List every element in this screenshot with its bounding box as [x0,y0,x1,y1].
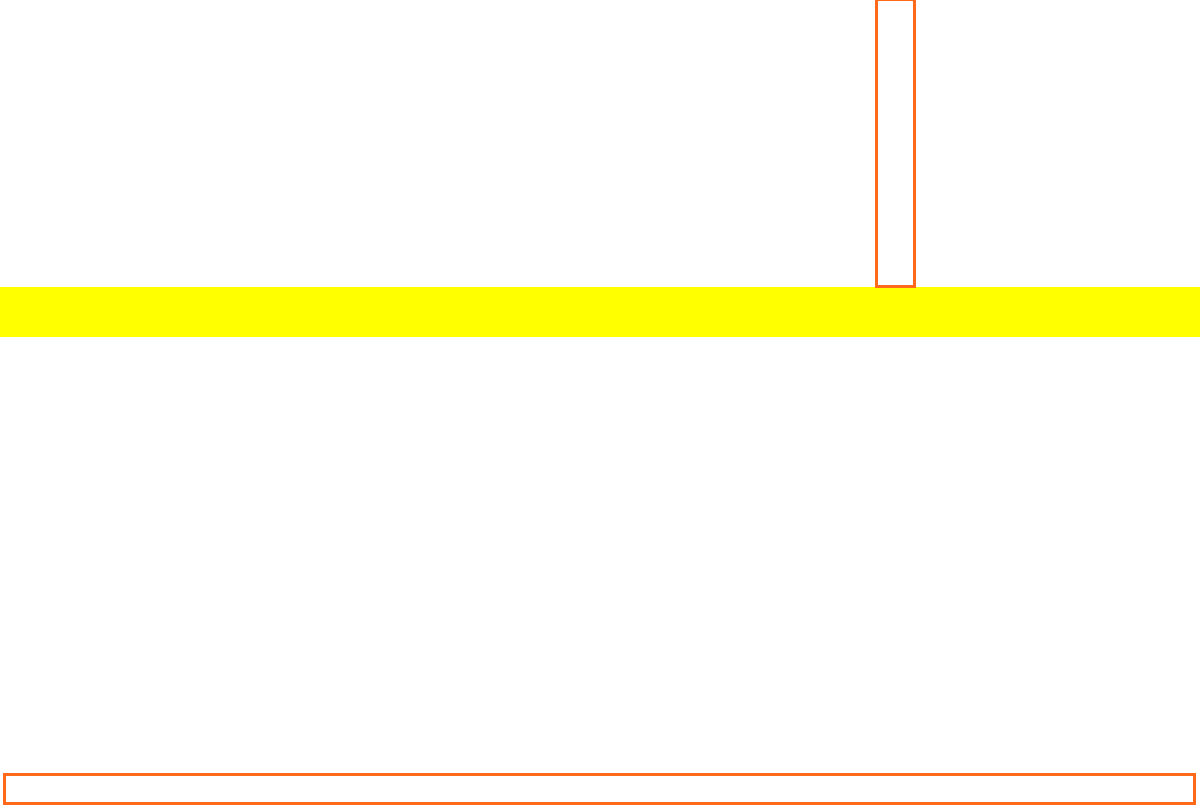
footnote [0,287,1200,337]
c24-row-highlight [3,773,1196,805]
pl-column-highlight [875,0,916,288]
